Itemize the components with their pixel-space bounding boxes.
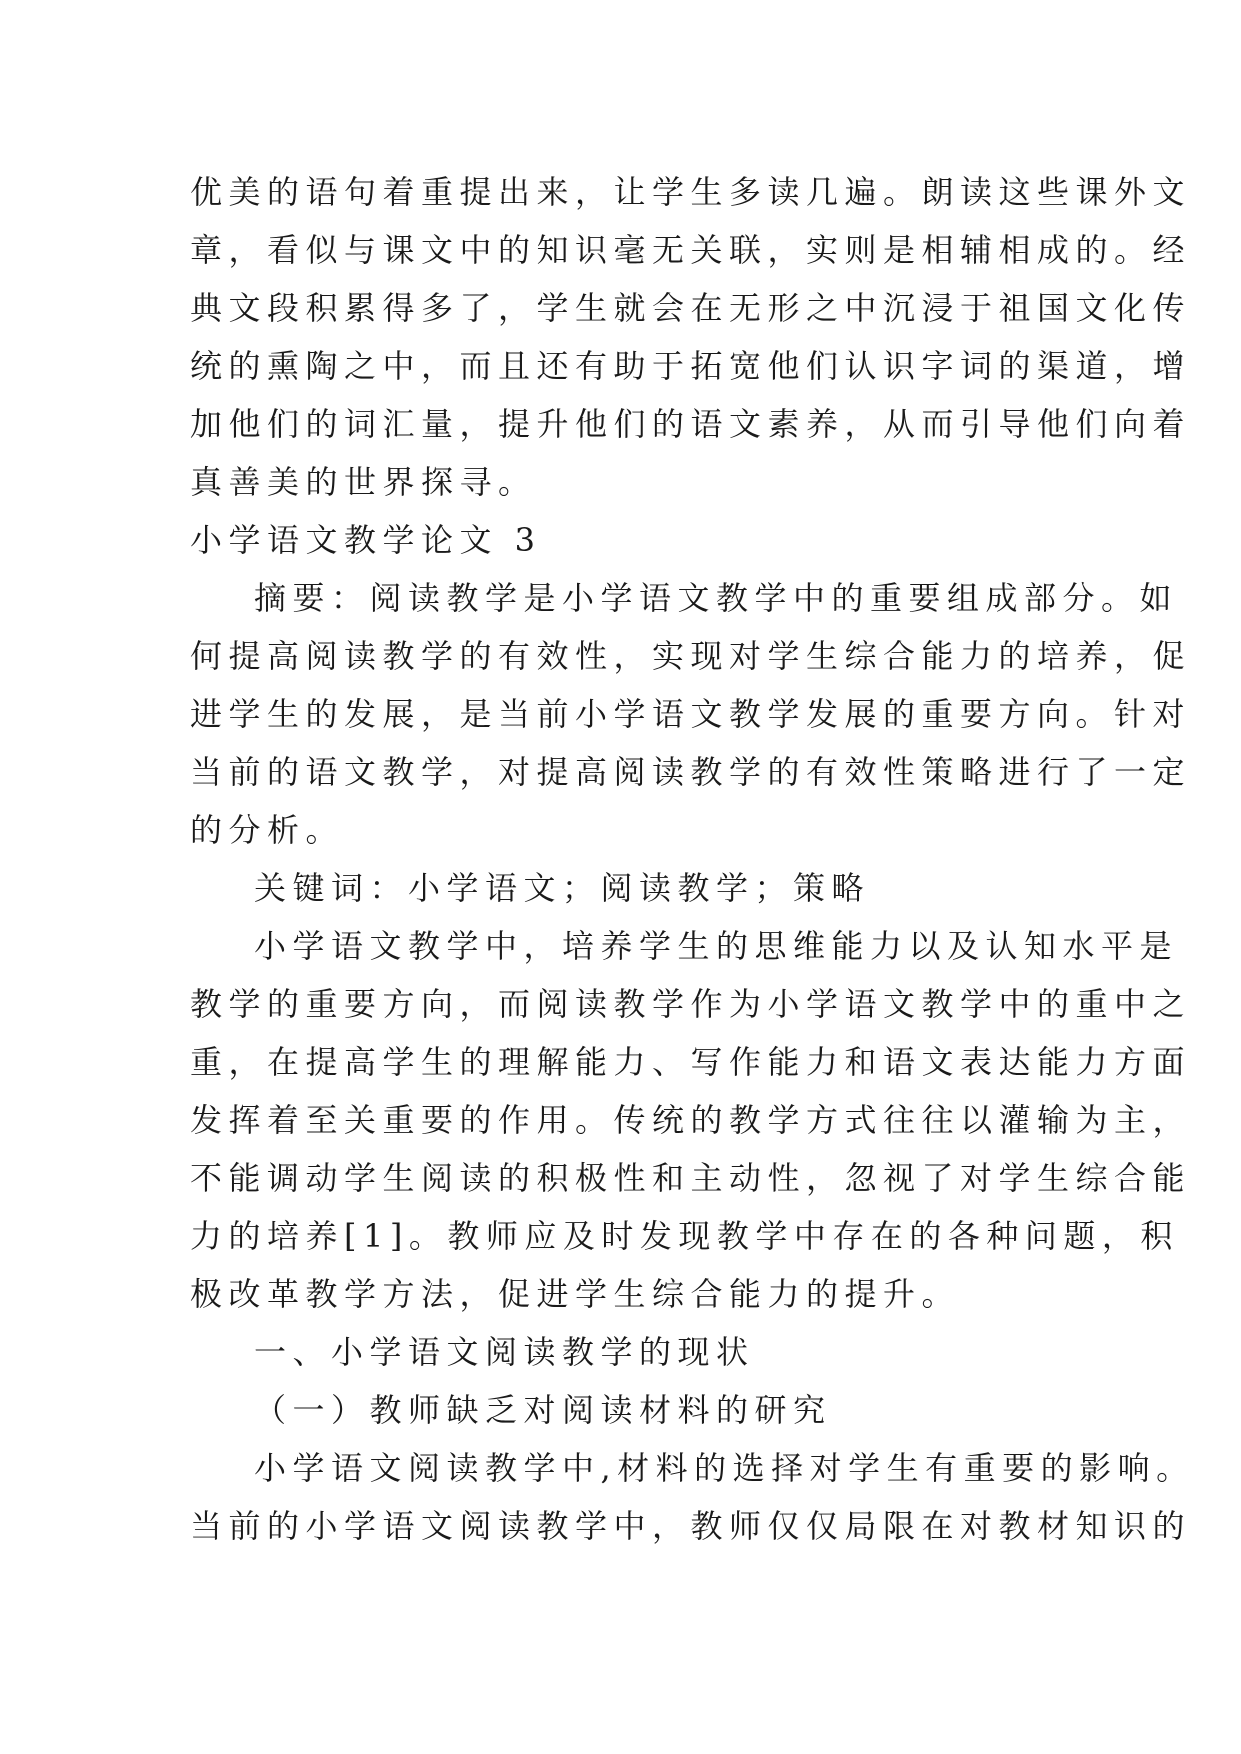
text-line: 极改革教学方法，促进学生综合能力的提升。 xyxy=(190,1275,961,1313)
text-line: 章，看似与课文中的知识毫无关联，实则是相辅相成的。经 xyxy=(190,231,1192,269)
text-line: 重，在提高学生的理解能力、写作能力和语文表达能力方面 xyxy=(190,1043,1192,1081)
text-line: 教学的重要方向，而阅读教学作为小学语文教学中的重中之 xyxy=(190,985,1192,1023)
text-line: 何提高阅读教学的有效性，实现对学生综合能力的培养，促 xyxy=(190,637,1192,675)
text-line: 当前的语文教学，对提高阅读教学的有效性策略进行了一定 xyxy=(190,753,1192,791)
text-line: 小学语文教学中，培养学生的思维能力以及认知水平是 xyxy=(254,927,1179,965)
abstract-line: 摘要：阅读教学是小学语文教学中的重要组成部分。如 xyxy=(254,579,1179,617)
text-line: 发挥着至关重要的作用。传统的教学方式往往以灌输为主， xyxy=(190,1101,1192,1139)
section-heading: 小学语文教学论文 3 xyxy=(190,521,542,559)
text-line: 真善美的世界探寻。 xyxy=(190,463,537,501)
text-line: 优美的语句着重提出来，让学生多读几遍。朗读这些课外文 xyxy=(190,173,1192,211)
text-line: 进学生的发展，是当前小学语文教学发展的重要方向。针对 xyxy=(190,695,1192,733)
text-line: 力的培养[1]。教师应及时发现教学中存在的各种问题，积 xyxy=(190,1217,1179,1255)
subheading: （一）教师缺乏对阅读材料的研究 xyxy=(254,1391,832,1429)
subheading: 一、小学语文阅读教学的现状 xyxy=(254,1333,755,1371)
text-line: 小学语文阅读教学中,材料的选择对学生有重要的影响。 xyxy=(254,1449,1195,1487)
text-line: 的分析。 xyxy=(190,811,345,849)
keywords-line: 关键词：小学语文；阅读教学；策略 xyxy=(254,869,871,907)
text-line: 典文段积累得多了，学生就会在无形之中沉浸于祖国文化传 xyxy=(190,289,1192,327)
text-line: 加他们的词汇量，提升他们的语文素养，从而引导他们向着 xyxy=(190,405,1192,443)
text-line: 统的熏陶之中，而且还有助于拓宽他们认识字词的渠道，增 xyxy=(190,347,1192,385)
text-line: 不能调动学生阅读的积极性和主动性，忽视了对学生综合能 xyxy=(190,1159,1192,1197)
text-line: 当前的小学语文阅读教学中，教师仅仅局限在对教材知识的 xyxy=(190,1507,1192,1545)
